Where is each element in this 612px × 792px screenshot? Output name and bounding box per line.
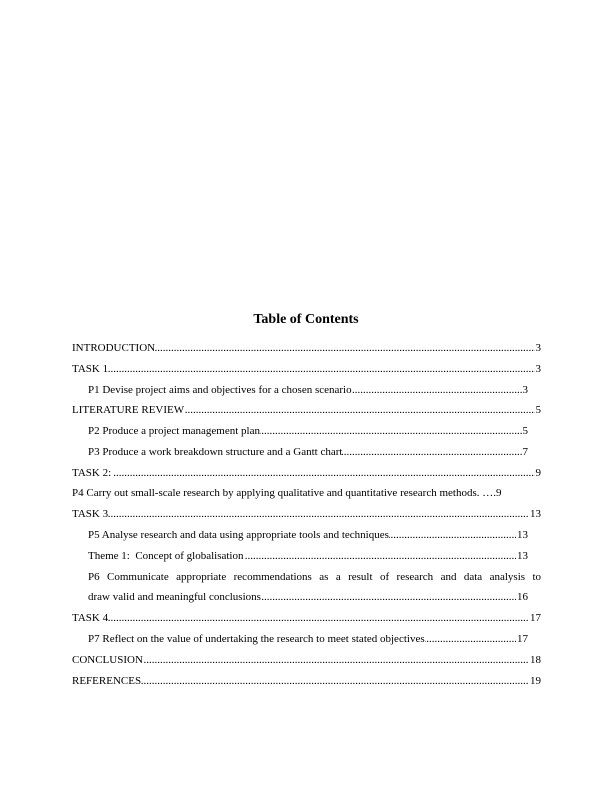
toc-title: Table of Contents xyxy=(253,312,359,327)
toc-entry-introduction[interactable] xyxy=(72,342,541,355)
toc-entry-page: 13 xyxy=(517,550,528,562)
toc-entry-text: P1 Devise project aims and objectives for a chosen scenario xyxy=(88,384,352,396)
toc-entry-text: TASK 4 xyxy=(72,612,109,624)
toc-entry-text: P3 Produce a work breakdown structure and a Gantt chart xyxy=(88,446,343,458)
toc-entry-page: 7 xyxy=(522,446,528,458)
toc-entry-page: 3 xyxy=(535,363,541,375)
toc-entry-text: P4 Carry out small-scale research by applying qualitative and quantitative research methods. ….9 xyxy=(72,487,502,499)
toc-entry-p3[interactable] xyxy=(88,446,528,459)
toc-entry-text: TASK 1 xyxy=(72,363,109,375)
toc-entry-text: LITERATURE REVIEW xyxy=(72,404,185,416)
toc-entry-text: P7 Reflect on the value of undertaking the research to meet stated objectives xyxy=(88,633,425,645)
toc-entry-text: TASK 3 xyxy=(72,508,109,520)
toc-entry-text: Theme 1: Concept of globalisation xyxy=(88,550,244,562)
toc-entry-text: REFERENCES xyxy=(72,675,142,687)
toc-entry-page: 17 xyxy=(517,633,528,645)
toc-entry-text: P6 Communicate appropriate recommendations as a result of research and data analysis to xyxy=(88,571,541,583)
toc-entry-text: P2 Produce a project management plan xyxy=(88,425,260,437)
toc-entry-references[interactable] xyxy=(72,675,541,688)
toc-entry-page: 13 xyxy=(530,508,541,520)
toc-entry-p6-continued[interactable] xyxy=(88,591,528,604)
toc-entry-p4[interactable] xyxy=(72,487,541,500)
toc-entry-page: 19 xyxy=(530,675,541,687)
toc-entry-task-3[interactable] xyxy=(72,508,541,521)
toc-entry-page: 5 xyxy=(535,404,541,416)
toc-entry-p6[interactable] xyxy=(88,571,541,584)
toc-entry-page: 18 xyxy=(530,654,541,666)
toc-entry-task-1[interactable] xyxy=(72,363,541,376)
toc-entry-text: INTRODUCTION xyxy=(72,342,156,354)
toc-entry-text: TASK 2: xyxy=(72,467,114,479)
toc-entry-literature-review[interactable] xyxy=(72,404,541,417)
toc-entry-page: 3 xyxy=(535,342,541,354)
toc-entry-page: 17 xyxy=(530,612,541,624)
toc-entry-p2[interactable] xyxy=(88,425,528,438)
toc-entry-conclusion[interactable] xyxy=(72,654,541,667)
toc-entry-page: 9 xyxy=(535,467,541,479)
toc-entry-page: 16 xyxy=(517,591,528,603)
toc-entry-page: 5 xyxy=(522,425,528,437)
toc-entry-theme-1[interactable] xyxy=(88,550,528,563)
toc-entry-text: draw valid and meaningful conclusions xyxy=(88,591,261,603)
toc-entry-p5[interactable] xyxy=(88,529,528,542)
toc-entry-task-2[interactable] xyxy=(72,467,541,480)
toc-entry-text: P5 Analyse research and data using appropriate tools and techniques xyxy=(88,529,389,541)
toc-entry-page: 13 xyxy=(517,529,528,541)
toc-entry-text: CONCLUSION xyxy=(72,654,143,666)
toc-entry-page: 3 xyxy=(522,384,528,396)
toc-entry-task-4[interactable] xyxy=(72,612,541,625)
toc-entry-p7[interactable] xyxy=(88,633,528,646)
toc-entry-p1[interactable] xyxy=(88,384,528,397)
